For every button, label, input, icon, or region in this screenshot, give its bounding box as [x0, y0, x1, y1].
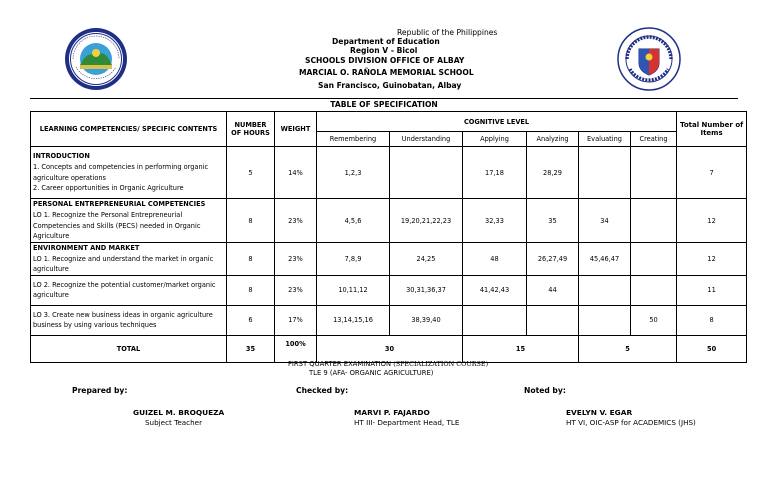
competencies-header: LEARNING COMPETENCIES/ SPECIFIC CONTENTS	[31, 112, 227, 147]
weight-cell: 14%	[275, 147, 317, 199]
understanding-cell: 30,31,36,37	[390, 275, 463, 305]
competency-cell	[31, 199, 227, 243]
analyzing-cell: 44	[527, 275, 579, 305]
understanding-cell	[390, 147, 463, 199]
noted-by-name: EVELYN V. EGAR	[566, 408, 633, 417]
checked-by-role: HT III- Department Head, TLE	[354, 418, 460, 427]
weight-cell: 17%	[275, 305, 317, 335]
competency-line: LO 1. Recognize and understand the market in organic agriculture	[33, 254, 214, 274]
creating-cell	[631, 147, 677, 199]
creating-cell	[631, 243, 677, 276]
level-understanding: Understanding	[390, 132, 463, 147]
applying-cell: 41,42,43	[463, 275, 527, 305]
total-label: TOTAL	[31, 335, 227, 362]
remembering-cell: 13,14,15,16	[317, 305, 390, 335]
total-cell: 12	[677, 243, 747, 276]
weight-header: WEIGHT	[275, 112, 317, 147]
creating-cell: 50	[631, 305, 677, 335]
analyzing-cell: 35	[527, 199, 579, 243]
total-cell: 11	[677, 275, 747, 305]
understanding-cell: 24,25	[390, 243, 463, 276]
competency-title: INTRODUCTION	[33, 152, 90, 161]
competency-line: 2. Career opportunities in Organic Agriculture	[33, 184, 184, 193]
evaluating-cell	[579, 147, 631, 199]
hours-cell: 6	[227, 305, 275, 335]
division-text: SCHOOLS DIVISION OFFICE OF ALBAY	[305, 56, 465, 65]
noted-by-role: HT VI, OIC-ASP for ACADEMICS (JHS)	[566, 418, 696, 427]
prepared-by-name: GUIZEL M. BROQUEZA	[133, 408, 225, 417]
total-cell: 8	[677, 305, 747, 335]
table-row	[31, 147, 747, 199]
level-applying: Applying	[463, 132, 527, 147]
evaluating-cell	[579, 275, 631, 305]
prepared-by-label: Prepared by:	[72, 386, 128, 395]
hours-cell: 5	[227, 147, 275, 199]
specification-table	[30, 111, 747, 363]
competency-title: PERSONAL ENTREPRENEURIAL COMPETENCIES	[33, 200, 206, 209]
applying-cell: 32,33	[463, 199, 527, 243]
competency-line: LO 1. Recognize the Personal Entrepreneurial Competencies and Skills (PECS) needed in Organic Agriculture	[33, 210, 201, 241]
checked-by-label: Checked by:	[296, 386, 349, 395]
understanding-cell: 19,20,21,22,23	[390, 199, 463, 243]
exam-title-prefix: FIRST QUARTER EXAMINATION	[288, 360, 392, 368]
evaluating-cell: 45,46,47	[579, 243, 631, 276]
remembering-cell: 1,2,3	[317, 147, 390, 199]
subject-line: TLE 9 (AFA- ORGANIC AGRICULTURE)	[309, 369, 434, 377]
weight-cell: 23%	[275, 275, 317, 305]
competency-cell	[31, 243, 227, 276]
hours-cell: 8	[227, 275, 275, 305]
cognitive-level-header: COGNITIVE LEVEL	[317, 112, 677, 132]
hours-header: NUMBER OF HOURS	[227, 112, 275, 147]
applying-cell: 48	[463, 243, 527, 276]
competency-line: LO 2. Recognize the potential customer/market organic agriculture	[33, 280, 216, 300]
header-rule	[30, 98, 738, 99]
level-analyzing: Analyzing	[527, 132, 579, 147]
creating-cell	[631, 275, 677, 305]
applying-cell: 17,18	[463, 147, 527, 199]
competency-title: ENVIRONMENT AND MARKET	[33, 244, 140, 252]
weight-cell: 23%	[275, 243, 317, 276]
total-group-remember-understand: 30	[317, 335, 463, 362]
understanding-cell: 38,39,40	[390, 305, 463, 335]
exam-title	[288, 360, 488, 368]
creating-cell	[631, 199, 677, 243]
grand-total: 50	[677, 335, 747, 362]
total-row	[31, 335, 747, 362]
level-remembering: Remembering	[317, 132, 390, 147]
total-weight: 100%	[275, 335, 317, 362]
region-text: Region V - Bicol	[350, 46, 418, 55]
total-items-header: Total Number of Items	[677, 112, 747, 147]
noted-by-label: Noted by:	[524, 386, 566, 395]
remembering-cell: 4,5,6	[317, 199, 390, 243]
table-title: TABLE OF SPECIFICATION	[330, 100, 438, 109]
table-row	[31, 305, 747, 335]
address-text: San Francisco, Guinobatan, Albay	[318, 81, 462, 90]
department-text: Department of Education	[332, 37, 440, 46]
checked-by-name: MARVI P. FAJARDO	[354, 408, 430, 417]
school-seal-icon	[64, 27, 128, 91]
competency-cell	[31, 147, 227, 199]
republic-text: Republic of the Philippines	[397, 28, 498, 37]
total-hours: 35	[227, 335, 275, 362]
evaluating-cell: 34	[579, 199, 631, 243]
analyzing-cell: 28,29	[527, 147, 579, 199]
level-creating: Creating	[631, 132, 677, 147]
applying-cell	[463, 305, 527, 335]
prepared-by-role: Subject Teacher	[145, 418, 203, 427]
exam-title-suffix: (SPECIALIZATION COURSE)	[393, 360, 489, 368]
table-row	[31, 243, 747, 276]
competency-cell	[31, 305, 227, 335]
remembering-cell: 10,11,12	[317, 275, 390, 305]
table-row	[31, 199, 747, 243]
competency-line: 1. Concepts and competencies in performing organic agriculture operations	[33, 162, 209, 182]
level-evaluating: Evaluating	[579, 132, 631, 147]
hours-cell: 8	[227, 199, 275, 243]
total-group-evaluate-create: 5	[579, 335, 677, 362]
total-group-apply-analyze: 15	[463, 335, 579, 362]
competency-line: LO 3. Create new business ideas in organic agriculture business by using various techniques	[33, 310, 213, 330]
school-name-text: MARCIAL O. RAÑOLA MEMORIAL SCHOOL	[299, 68, 474, 77]
remembering-cell: 7,8,9	[317, 243, 390, 276]
hours-cell: 8	[227, 243, 275, 276]
weight-cell: 23%	[275, 199, 317, 243]
analyzing-cell: 26,27,49	[527, 243, 579, 276]
competency-cell	[31, 275, 227, 305]
deped-seal-icon	[617, 27, 681, 91]
total-cell: 7	[677, 147, 747, 199]
total-cell: 12	[677, 199, 747, 243]
evaluating-cell	[579, 305, 631, 335]
analyzing-cell	[527, 305, 579, 335]
table-row	[31, 275, 747, 305]
